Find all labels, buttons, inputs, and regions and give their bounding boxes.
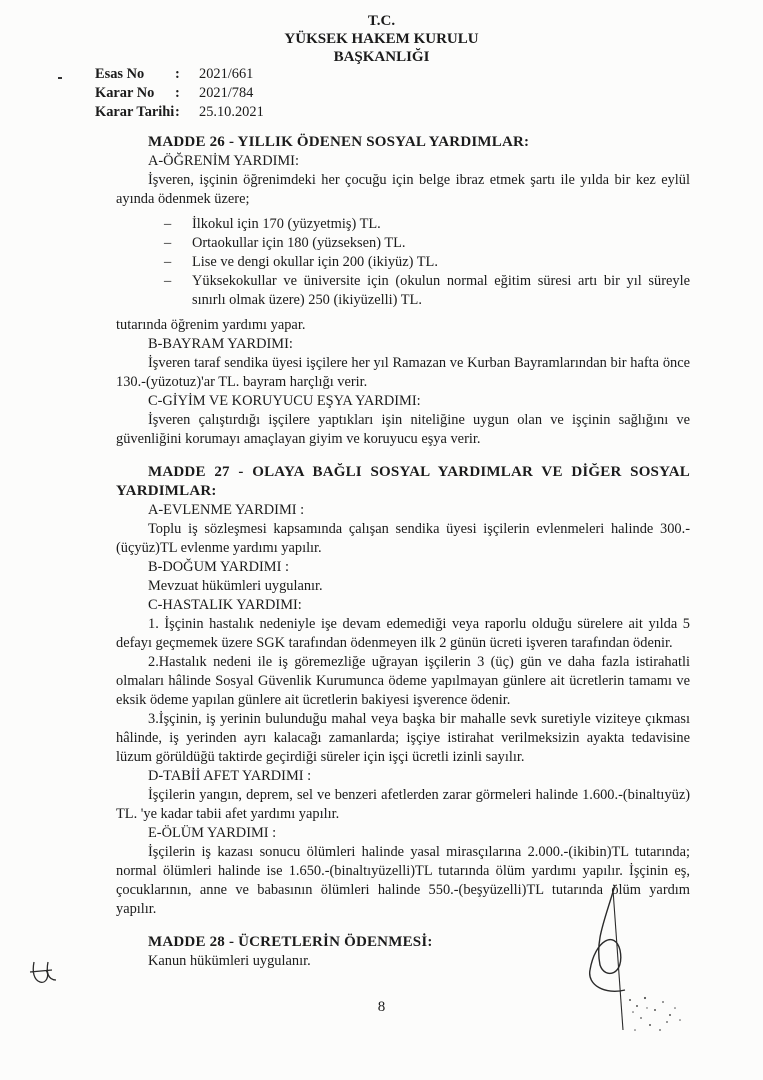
initial-scribble	[28, 958, 62, 988]
article-26	[116, 133, 690, 449]
paragraph: İşçilerin yangın, deprem, sel ve benzeri afetlerden zarar görmeleri halinde 1.600.-(binaltıyüz) TL. 'ye kadar tabii afet yardımı yapılır.	[116, 787, 690, 822]
section-title: B-DOĞUM YARDIMI :	[148, 559, 289, 575]
paragraph: Toplu iş sözleşmesi kapsamında çalışan sendika üyesi işçilerin evlenmeleri halinde 300.-(üçyüz)TL evlenme yardımı yapılır.	[116, 521, 690, 556]
article-title: MADDE 28 - ÜCRETLERİN ÖDENMESİ:	[148, 934, 433, 950]
list-item: – Lise ve dengi okullar için 200 (ikiyüz) TL.	[164, 253, 690, 272]
meta-label: Karar No	[95, 85, 155, 101]
meta-separator: :	[175, 104, 180, 120]
section-title: C-HASTALIK YARDIMI:	[148, 597, 302, 613]
section-title: A-EVLENME YARDIMI :	[148, 502, 305, 518]
document-body	[116, 133, 690, 971]
meta-label: Esas No	[95, 66, 145, 82]
paragraph: İşveren çalıştırdığı işçilere yaptıkları işin niteliğine uygun olan ve işçinin sağlığını ve güvenliğini korumayı amaçlayan giyim ve koruyucu eşya verir.	[116, 412, 690, 447]
paragraph: 2.Hastalık nedeni ile iş göremezliğe uğrayan işçilerin 3 (üç) gün ve daha fazla istirahatli olmaları hâlinde Sosyal Güvenlik Kurumunca ödeme yapılmayan günlere ait ücretlerin tamamı ve eksik ödeme yapılan günlere ait ücretlerin bakiyesi işverence ödenir.	[116, 654, 690, 708]
section-title: D-TABİİ AFET YARDIMI :	[148, 768, 312, 784]
meta-separator: :	[175, 85, 180, 101]
section-title: E-ÖLÜM YARDIMI :	[148, 825, 277, 841]
education-aid-list	[116, 215, 690, 310]
paragraph: Mevzuat hükümleri uygulanır.	[148, 578, 323, 594]
paragraph: 1. İşçinin hastalık nedeniyle işe devam edemediği veya raporlu olduğu sürelere ait yılda 5 defayı geçmemek üzere SGK tarafından ödenmeyen ilk 2 günün ücreti işveren tarafından ödenir.	[116, 616, 690, 651]
article-title: MADDE 26 - YILLIK ÖDENEN SOSYAL YARDIMLAR:	[148, 134, 530, 150]
meta-value: 2021/661	[199, 66, 254, 82]
meta-separator: :	[175, 66, 180, 82]
article-title: MADDE 27 - OLAYA BAĞLI SOSYAL YARDIMLAR VE DİĞER SOSYAL YARDIMLAR:	[116, 464, 690, 499]
list-item: – Yüksekokullar ve üniversite için (okulun normal eğitim süresi artı bir yıl süreyle sınırlı olmak üzere) 250 (ikiyüzelli) TL.	[164, 272, 690, 310]
page-number: 8	[377, 999, 386, 1015]
header-line-institution: YÜKSEK HAKEM KURULU	[284, 31, 479, 47]
document-header	[0, 12, 763, 66]
meta-row-decision-no	[95, 84, 264, 103]
paragraph: Kanun hükümleri uygulanır.	[148, 953, 311, 969]
header-line-presidency: BAŞKANLIĞI	[333, 49, 430, 65]
list-item: – Ortaokullar için 180 (yüzseksen) TL.	[164, 234, 690, 253]
section-title: C-GİYİM VE KORUYUCU EŞYA YARDIMI:	[148, 393, 421, 409]
paragraph: 3.İşçinin, iş yerinin bulunduğu mahal veya başka bir mahalle sevk suretiyle viziteye çıkması hâlinde, iş yerinden ayrı kalacağı zamanlarda; işçiye istirahat verilmeksizin ayakta tedavisine lüzum görüldüğü taktirde geçirdiği süreler için işçi ücretli izinli sayılır.	[116, 711, 690, 765]
paragraph: İşveren, işçinin öğrenimdeki her çocuğu için belge ibraz etmek şartı ile yılda bir kez eylül ayında ödenmek üzere;	[116, 172, 690, 207]
paragraph: İşveren taraf sendika üyesi işçilere her yıl Ramazan ve Kurban Bayramlarından bir hafta önce 130.-(yüzotuz)'ar TL. bayram harçlığı verir.	[116, 355, 690, 390]
meta-row-case-no	[95, 65, 264, 84]
meta-value: 2021/784	[199, 85, 254, 101]
header-line-tc: T.C.	[367, 13, 396, 29]
list-item: – İlkokul için 170 (yüzyetmiş) TL.	[164, 215, 690, 234]
meta-row-decision-date	[95, 103, 264, 122]
meta-label: Karar Tarihi	[95, 104, 175, 120]
meta-value: 25.10.2021	[199, 104, 264, 120]
section-title: B-BAYRAM YARDIMI:	[148, 336, 293, 352]
paragraph: İşçilerin iş kazası sonucu ölümleri halinde yasal mirasçılarına 2.000.-(ikibin)TL tutarında; normal ölümleri halinde ise 1.650.-(binaltıyüzelli)TL tutarında ölüm yardımı yapılır. İşçinin eş, çocuklarının, anne ve babasının ölümleri halinde 550.-(beşyüzelli)TL tutarında ölüm yardım yapılır.	[116, 844, 690, 917]
margin-mark	[58, 77, 62, 79]
case-metadata	[95, 65, 264, 122]
section-title: A-ÖĞRENİM YARDIMI:	[148, 153, 299, 169]
paragraph: tutarında öğrenim yardımı yapar.	[116, 317, 306, 333]
article-27	[116, 463, 690, 919]
